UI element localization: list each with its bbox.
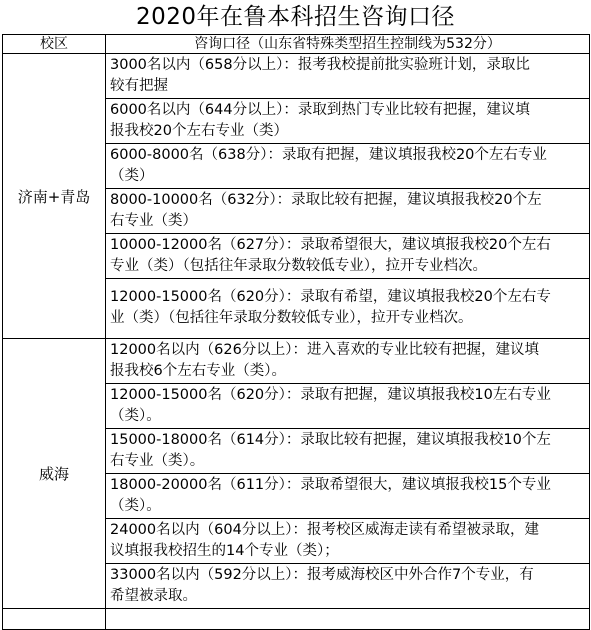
- campus-cell-jinan-qingdao: 济南+青岛: [3, 54, 106, 339]
- blank-row: [3, 609, 590, 630]
- campus-cell-weihai: 威海: [3, 339, 106, 609]
- header-campus: 校区: [3, 35, 106, 54]
- table-cell: 12000-15000名（620分）：录取有把握，建议填报我校10左右专业 （类）。: [106, 384, 590, 429]
- page-title: 2020年在鲁本科招生咨询口径: [135, 4, 456, 30]
- table-cell: 6000名以内（644分以上）：录取到热门专业比较有把握，建议填 报我校20个左右专业（类）: [106, 99, 590, 144]
- admission-table: [2, 34, 590, 630]
- table-cell: 24000名以内（604分以上）：报考校区威海走读有希望被录取，建 议填报我校招生的14个专业（类）；: [106, 519, 590, 564]
- table-cell: 18000-20000名（611分）：录取希望很大，建议填报我校15个专业 （类）。: [106, 474, 590, 519]
- header-consult: 咨询口径（山东省特殊类型招生控制线为532分）: [106, 35, 590, 54]
- table-cell: 3000名以内（658分以上）：报考我校提前批实验班计划，录取比 较有把握: [106, 54, 590, 99]
- table-cell: 12000名以内（626分以上）：进入喜欢的专业比较有把握，建议填 报我校6个左右专业（类）。: [106, 339, 590, 384]
- table-cell: 15000-18000名（614分）：录取比较有把握，建议填报我校10个左 右专业（类）。: [106, 429, 590, 474]
- table-cell: 33000名以内（592分以上）：报考威海校区中外合作7个专业，有 希望被录取。: [106, 564, 590, 609]
- blank-cell: [3, 609, 106, 630]
- table-row: [3, 339, 590, 384]
- table-cell: 6000-8000名（638分）：录取有把握，建议填报我校20个左右专业 （类）: [106, 144, 590, 189]
- table-header-row: [3, 35, 590, 54]
- table-row: [3, 54, 590, 99]
- table-cell: 10000-12000名（627分）：录取希望很大，建议填报我校20个左右 专业（类）（包括往年录取分数较低专业），拉开专业档次。: [106, 234, 590, 279]
- table-cell: 8000-10000名（632分）：录取比较有把握，建议填报我校20个左 右专业（类）: [106, 189, 590, 234]
- table-cell: 12000-15000名（620分）：录取有希望，建议填报我校20个左右专 业（类）（包括往年录取分数较低专业），拉开专业档次。: [106, 279, 590, 339]
- blank-cell: [106, 609, 590, 630]
